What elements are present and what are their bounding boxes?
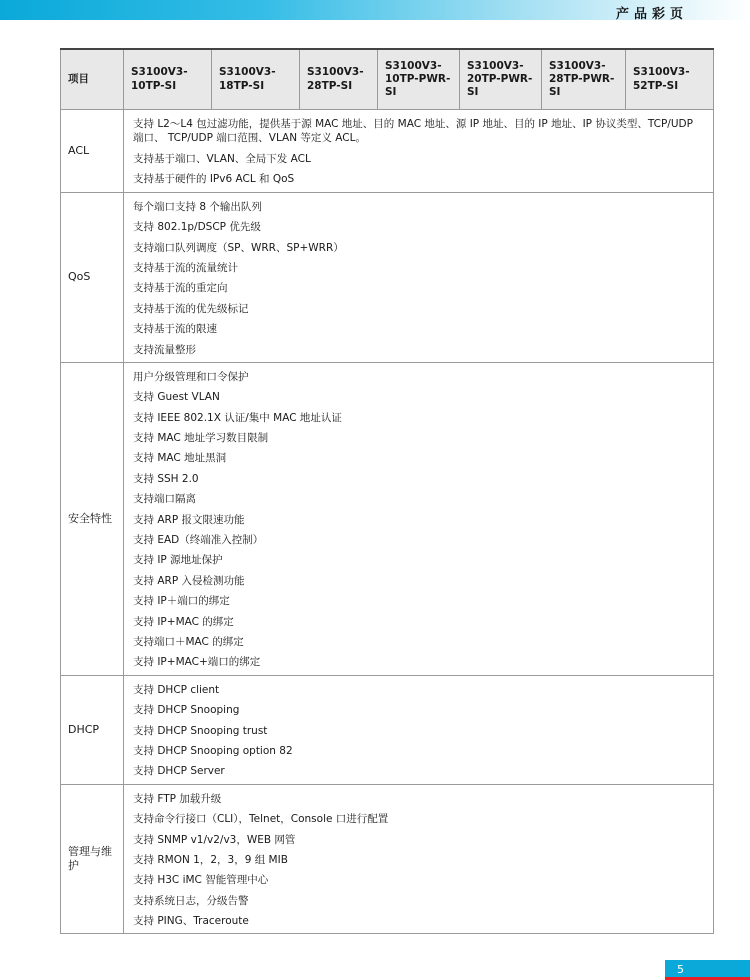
table-row-dhcp (61, 675, 714, 784)
feature-item: 支持 DHCP Server (133, 765, 225, 778)
column-header-model: S3100V3-10TP-SI (124, 49, 212, 110)
table-row-management (61, 784, 714, 934)
row-category: DHCP (61, 675, 124, 784)
feature-item: 支持端口隔离 (133, 493, 196, 506)
table-row-security (61, 362, 714, 675)
header-gradient-bar (0, 0, 750, 20)
table-header (61, 49, 714, 110)
spec-table (60, 48, 714, 934)
column-header-model: S3100V3-10TP-PWR-SI (378, 49, 460, 110)
feature-item: 支持基于流的限速 (133, 323, 217, 336)
feature-item: 支持 DHCP Snooping option 82 (133, 744, 293, 757)
column-header-model: S3100V3-52TP-SI (626, 49, 714, 110)
feature-item: 支持 DHCP Snooping trust (133, 724, 268, 737)
page-number: 5 (665, 960, 750, 980)
column-header-model: S3100V3-28TP-SI (300, 49, 378, 110)
feature-item: 支持端口队列调度（SP、WRR、SP+WRR） (133, 241, 344, 254)
feature-item: 支持 RMON 1，2，3，9 组 MIB (133, 853, 288, 866)
table-row-acl (61, 110, 714, 193)
feature-item: 支持 MAC 地址学习数目限制 (133, 432, 269, 445)
page-header-title: 产品彩页 (615, 7, 688, 22)
table-body (61, 110, 714, 934)
feature-item: 支持流量整形 (133, 343, 196, 356)
header-row (61, 49, 714, 110)
table-row-qos (61, 192, 714, 362)
feature-list (124, 675, 714, 784)
column-header-item: 项目 (61, 49, 124, 110)
feature-item: 支持基于硬件的 IPv6 ACL 和 QoS (133, 173, 295, 186)
feature-item: 支持 MAC 地址黑洞 (133, 452, 227, 465)
row-category: 安全特性 (61, 362, 124, 675)
feature-item: 支持 EAD（终端准入控制） (133, 534, 264, 547)
feature-item: 支持 IP+MAC 的绑定 (133, 615, 234, 628)
row-category: 管理与维护 (61, 784, 124, 934)
feature-item: 支持 SSH 2.0 (133, 472, 199, 485)
feature-item: 支持端口＋MAC 的绑定 (133, 635, 244, 648)
feature-item: 支持 Guest VLAN (133, 391, 220, 404)
feature-item: 支持 DHCP Snooping (133, 704, 240, 717)
feature-list (124, 784, 714, 934)
row-category: QoS (61, 192, 124, 362)
feature-item: 支持基于流的流量统计 (133, 261, 238, 274)
feature-item: 支持命令行接口（CLI），Telnet，Console 口进行配置 (133, 813, 389, 826)
feature-item: 支持系统日志，分级告警 (133, 894, 249, 907)
feature-list (124, 362, 714, 675)
feature-item: 支持 H3C iMC 智能管理中心 (133, 874, 269, 887)
feature-item: 支持 L2～L4 包过滤功能，提供基于源 MAC 地址、目的 MAC 地址、源 IP 地址、目的 IP 地址、IP 协议类型、TCP/UDP 端口、 TCP/UDP 端口范围、VLAN 等定义 ACL。 (133, 118, 693, 144)
feature-item: 支持 SNMP v1/v2/v3，WEB 网管 (133, 833, 296, 846)
feature-item: 支持基于端口、VLAN、全局下发 ACL (133, 153, 311, 165)
feature-item: 每个端口支持 8 个输出队列 (133, 200, 262, 213)
feature-item: 支持 IP 源地址保护 (133, 554, 223, 567)
feature-list (124, 192, 714, 362)
feature-item: 支持 FTP 加载升级 (133, 792, 222, 805)
feature-item: 支持基于流的优先级标记 (133, 302, 249, 315)
feature-item: 支持基于流的重定向 (133, 282, 228, 295)
row-category: ACL (61, 110, 124, 193)
feature-item: 支持 PING、Traceroute (133, 915, 249, 928)
feature-item: 支持 DHCP client (133, 683, 220, 696)
column-header-model: S3100V3-18TP-SI (212, 49, 300, 110)
feature-list (124, 110, 714, 193)
feature-item: 支持 IEEE 802.1X 认证/集中 MAC 地址认证 (133, 411, 342, 424)
feature-item: 支持 IP+MAC+端口的绑定 (133, 656, 261, 669)
feature-item: 支持 802.1p/DSCP 优先级 (133, 221, 261, 234)
feature-item: 支持 ARP 入侵检测功能 (133, 574, 245, 587)
column-header-model: S3100V3-28TP-PWR-SI (542, 49, 626, 110)
feature-item: 支持 IP＋端口的绑定 (133, 595, 230, 608)
feature-item: 用户分级管理和口令保护 (133, 370, 249, 383)
column-header-model: S3100V3-20TP-PWR-SI (460, 49, 542, 110)
feature-item: 支持 ARP 报文限速功能 (133, 513, 245, 526)
